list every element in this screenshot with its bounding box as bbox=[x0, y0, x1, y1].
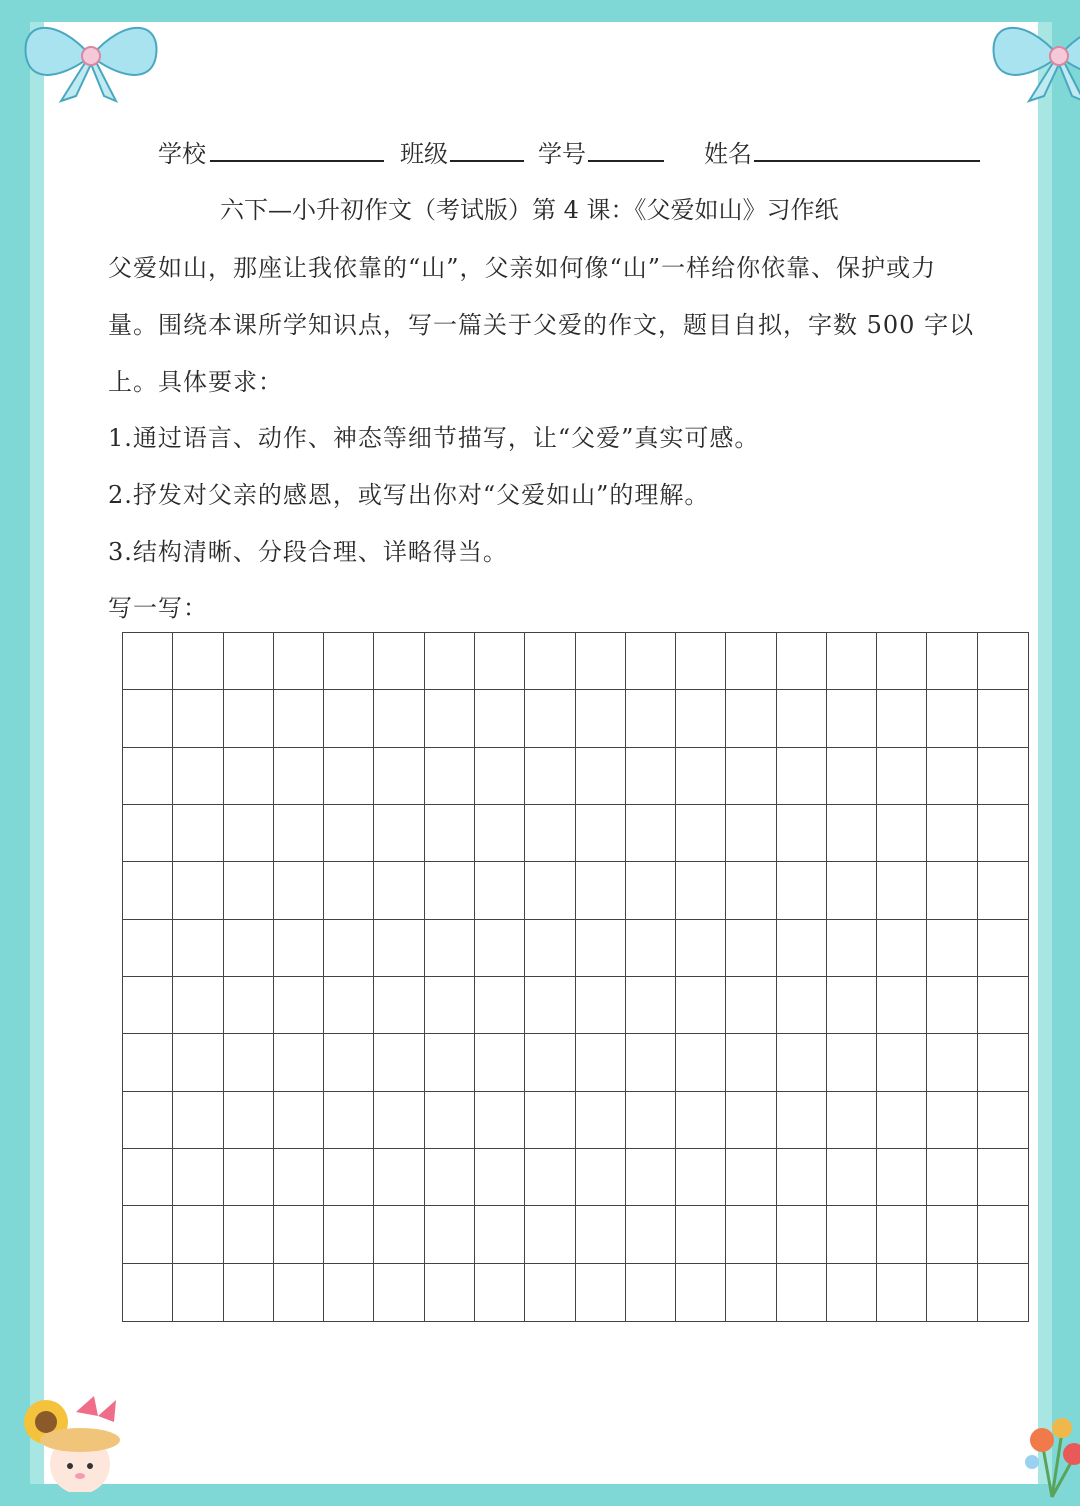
grid-cell[interactable] bbox=[827, 920, 877, 977]
writing-grid[interactable] bbox=[122, 632, 1029, 1322]
grid-cell[interactable] bbox=[827, 1092, 877, 1149]
grid-cell[interactable] bbox=[525, 920, 575, 977]
name-label: 姓名 bbox=[704, 140, 752, 168]
grid-cell[interactable] bbox=[173, 1206, 223, 1263]
grid-cell[interactable] bbox=[726, 690, 776, 747]
grid-cell[interactable] bbox=[324, 977, 374, 1034]
grid-cell[interactable] bbox=[927, 1092, 977, 1149]
grid-cell[interactable] bbox=[978, 920, 1028, 977]
grid-cell[interactable] bbox=[173, 1149, 223, 1206]
grid-cell[interactable] bbox=[123, 1264, 173, 1321]
grid-cell[interactable] bbox=[425, 862, 475, 919]
prompt-line-2: 量。围绕本课所学知识点，写一篇关于父爱的作文，题目自拟，字数 500 字以 bbox=[108, 311, 975, 339]
grid-cell[interactable] bbox=[224, 1149, 274, 1206]
grid-cell[interactable] bbox=[927, 748, 977, 805]
grid-cell[interactable] bbox=[324, 1264, 374, 1321]
grid-cell[interactable] bbox=[927, 1034, 977, 1091]
grid-cell[interactable] bbox=[324, 748, 374, 805]
grid-cell[interactable] bbox=[676, 977, 726, 1034]
grid-cell[interactable] bbox=[726, 1149, 776, 1206]
grid-cell[interactable] bbox=[978, 862, 1028, 919]
grid-cell[interactable] bbox=[978, 1092, 1028, 1149]
grid-cell[interactable] bbox=[726, 920, 776, 977]
grid-cell[interactable] bbox=[827, 748, 877, 805]
ribbon-bow-icon bbox=[984, 16, 1080, 106]
grid-cell[interactable] bbox=[576, 805, 626, 862]
grid-cell[interactable] bbox=[978, 805, 1028, 862]
grid-cell[interactable] bbox=[626, 1206, 676, 1263]
grid-cell[interactable] bbox=[626, 1264, 676, 1321]
grid-cell[interactable] bbox=[374, 1149, 424, 1206]
grid-cell[interactable] bbox=[173, 1034, 223, 1091]
grid-cell[interactable] bbox=[777, 977, 827, 1034]
grid-cell[interactable] bbox=[877, 1149, 927, 1206]
grid-cell[interactable] bbox=[676, 748, 726, 805]
grid-cell[interactable] bbox=[626, 920, 676, 977]
grid-cell[interactable] bbox=[676, 805, 726, 862]
grid-cell[interactable] bbox=[475, 1206, 525, 1263]
grid-cell[interactable] bbox=[224, 805, 274, 862]
grid-cell[interactable] bbox=[324, 1092, 374, 1149]
grid-cell[interactable] bbox=[123, 1206, 173, 1263]
grid-cell[interactable] bbox=[274, 748, 324, 805]
grid-cell[interactable] bbox=[626, 1092, 676, 1149]
grid-cell[interactable] bbox=[374, 862, 424, 919]
grid-cell[interactable] bbox=[274, 920, 324, 977]
grid-cell[interactable] bbox=[626, 805, 676, 862]
grid-cell[interactable] bbox=[877, 690, 927, 747]
grid-cell[interactable] bbox=[374, 748, 424, 805]
grid-cell[interactable] bbox=[726, 977, 776, 1034]
grid-cell[interactable] bbox=[525, 1264, 575, 1321]
grid-cell[interactable] bbox=[576, 1264, 626, 1321]
grid-cell[interactable] bbox=[777, 805, 827, 862]
grid-cell[interactable] bbox=[927, 977, 977, 1034]
grid-cell[interactable] bbox=[274, 633, 324, 690]
grid-cell[interactable] bbox=[374, 690, 424, 747]
requirement-2: 2.抒发对父亲的感恩，或写出你对“父爱如山”的理解。 bbox=[108, 481, 710, 509]
grid-cell[interactable] bbox=[425, 633, 475, 690]
grid-cell[interactable] bbox=[324, 1149, 374, 1206]
sunflower-bunny-icon bbox=[16, 1382, 146, 1492]
grid-cell[interactable] bbox=[274, 690, 324, 747]
grid-cell[interactable] bbox=[576, 633, 626, 690]
grid-cell[interactable] bbox=[173, 748, 223, 805]
grid-cell[interactable] bbox=[525, 977, 575, 1034]
grid-cell[interactable] bbox=[324, 1034, 374, 1091]
grid-cell[interactable] bbox=[676, 690, 726, 747]
grid-cell[interactable] bbox=[777, 690, 827, 747]
grid-cell[interactable] bbox=[927, 805, 977, 862]
grid-cell[interactable] bbox=[877, 633, 927, 690]
grid-cell[interactable] bbox=[978, 690, 1028, 747]
grid-cell[interactable] bbox=[877, 1206, 927, 1263]
grid-cell[interactable] bbox=[123, 1092, 173, 1149]
prompt-line-3: 上。具体要求： bbox=[108, 368, 283, 396]
grid-cell[interactable] bbox=[626, 862, 676, 919]
grid-cell[interactable] bbox=[425, 1206, 475, 1263]
grid-cell[interactable] bbox=[676, 1034, 726, 1091]
school-label: 学校 bbox=[158, 140, 206, 168]
grid-cell[interactable] bbox=[173, 633, 223, 690]
grid-cell[interactable] bbox=[123, 1149, 173, 1206]
grid-cell[interactable] bbox=[525, 1092, 575, 1149]
grid-cell[interactable] bbox=[978, 1206, 1028, 1263]
grid-cell[interactable] bbox=[877, 977, 927, 1034]
grid-cell[interactable] bbox=[576, 748, 626, 805]
grid-cell[interactable] bbox=[626, 977, 676, 1034]
grid-cell[interactable] bbox=[726, 633, 776, 690]
grid-cell[interactable] bbox=[525, 1034, 575, 1091]
grid-cell[interactable] bbox=[374, 977, 424, 1034]
grid-cell[interactable] bbox=[123, 633, 173, 690]
grid-cell[interactable] bbox=[525, 633, 575, 690]
grid-cell[interactable] bbox=[576, 1149, 626, 1206]
write-label: 写一写： bbox=[108, 594, 208, 622]
grid-cell[interactable] bbox=[425, 690, 475, 747]
grid-cell[interactable] bbox=[425, 1092, 475, 1149]
grid-cell[interactable] bbox=[827, 1206, 877, 1263]
grid-cell[interactable] bbox=[374, 920, 424, 977]
grid-cell[interactable] bbox=[726, 748, 776, 805]
grid-cell[interactable] bbox=[626, 748, 676, 805]
prompt-line-1: 父爱如山，那座让我依靠的“山”，父亲如何像“山”一样给你依靠、保护或力 bbox=[108, 254, 937, 282]
grid-cell[interactable] bbox=[224, 1092, 274, 1149]
grid-cell[interactable] bbox=[777, 1206, 827, 1263]
grid-cell[interactable] bbox=[676, 1264, 726, 1321]
grid-cell[interactable] bbox=[475, 1034, 525, 1091]
grid-cell[interactable] bbox=[927, 1206, 977, 1263]
grid-cell[interactable] bbox=[978, 1149, 1028, 1206]
grid-cell[interactable] bbox=[224, 1034, 274, 1091]
grid-cell[interactable] bbox=[676, 862, 726, 919]
grid-cell[interactable] bbox=[777, 862, 827, 919]
grid-cell[interactable] bbox=[425, 748, 475, 805]
grid-cell[interactable] bbox=[676, 1092, 726, 1149]
grid-cell[interactable] bbox=[525, 1206, 575, 1263]
grid-cell[interactable] bbox=[123, 690, 173, 747]
grid-cell[interactable] bbox=[525, 748, 575, 805]
class-field[interactable] bbox=[450, 136, 524, 162]
grid-cell[interactable] bbox=[877, 1034, 927, 1091]
grid-cell[interactable] bbox=[726, 1264, 776, 1321]
grid-cell[interactable] bbox=[576, 977, 626, 1034]
grid-cell[interactable] bbox=[475, 1264, 525, 1321]
grid-cell[interactable] bbox=[726, 1092, 776, 1149]
grid-cell[interactable] bbox=[978, 633, 1028, 690]
grid-cell[interactable] bbox=[777, 1264, 827, 1321]
grid-cell[interactable] bbox=[324, 1206, 374, 1263]
grid-cell[interactable] bbox=[374, 1264, 424, 1321]
grid-cell[interactable] bbox=[978, 1034, 1028, 1091]
grid-cell[interactable] bbox=[978, 977, 1028, 1034]
grid-cell[interactable] bbox=[726, 805, 776, 862]
grid-cell[interactable] bbox=[827, 977, 877, 1034]
grid-cell[interactable] bbox=[173, 1264, 223, 1321]
grid-cell[interactable] bbox=[374, 1092, 424, 1149]
grid-cell[interactable] bbox=[576, 1206, 626, 1263]
grid-cell[interactable] bbox=[224, 862, 274, 919]
student-number-label: 学号 bbox=[538, 140, 586, 168]
grid-cell[interactable] bbox=[676, 633, 726, 690]
grid-cell[interactable] bbox=[173, 690, 223, 747]
grid-cell[interactable] bbox=[123, 977, 173, 1034]
grid-cell[interactable] bbox=[676, 1149, 726, 1206]
grid-cell[interactable] bbox=[927, 633, 977, 690]
grid-cell[interactable] bbox=[927, 1264, 977, 1321]
grid-cell[interactable] bbox=[576, 690, 626, 747]
grid-cell[interactable] bbox=[827, 862, 877, 919]
grid-cell[interactable] bbox=[827, 690, 877, 747]
grid-cell[interactable] bbox=[324, 862, 374, 919]
grid-cell[interactable] bbox=[173, 862, 223, 919]
grid-cell[interactable] bbox=[827, 1149, 877, 1206]
grid-cell[interactable] bbox=[324, 920, 374, 977]
class-label: 班级 bbox=[400, 140, 448, 168]
grid-cell[interactable] bbox=[927, 862, 977, 919]
grid-cell[interactable] bbox=[777, 748, 827, 805]
grid-cell[interactable] bbox=[877, 920, 927, 977]
grid-cell[interactable] bbox=[576, 1034, 626, 1091]
grid-cell[interactable] bbox=[475, 633, 525, 690]
grid-cell[interactable] bbox=[475, 920, 525, 977]
grid-cell[interactable] bbox=[525, 1149, 575, 1206]
grid-cell[interactable] bbox=[274, 1149, 324, 1206]
grid-cell[interactable] bbox=[123, 748, 173, 805]
requirement-3: 3.结构清晰、分段合理、详略得当。 bbox=[108, 538, 508, 566]
grid-cell[interactable] bbox=[425, 805, 475, 862]
ribbon-bow-icon bbox=[16, 16, 166, 106]
grid-cell[interactable] bbox=[927, 1149, 977, 1206]
grid-cell[interactable] bbox=[425, 1149, 475, 1206]
grid-cell[interactable] bbox=[475, 862, 525, 919]
grid-cell[interactable] bbox=[475, 1149, 525, 1206]
grid-cell[interactable] bbox=[525, 690, 575, 747]
grid-cell[interactable] bbox=[475, 690, 525, 747]
grid-cell[interactable] bbox=[927, 690, 977, 747]
grid-cell[interactable] bbox=[224, 920, 274, 977]
grid-cell[interactable] bbox=[123, 805, 173, 862]
grid-cell[interactable] bbox=[274, 805, 324, 862]
grid-cell[interactable] bbox=[777, 1034, 827, 1091]
grid-cell[interactable] bbox=[324, 633, 374, 690]
grid-cell[interactable] bbox=[475, 805, 525, 862]
grid-cell[interactable] bbox=[525, 862, 575, 919]
grid-cell[interactable] bbox=[224, 690, 274, 747]
grid-cell[interactable] bbox=[626, 1149, 676, 1206]
grid-cell[interactable] bbox=[324, 690, 374, 747]
grid-cell[interactable] bbox=[978, 1264, 1028, 1321]
grid-cell[interactable] bbox=[173, 977, 223, 1034]
grid-cell[interactable] bbox=[123, 1034, 173, 1091]
grid-cell[interactable] bbox=[626, 1034, 676, 1091]
grid-cell[interactable] bbox=[877, 1092, 927, 1149]
grid-cell[interactable] bbox=[173, 1092, 223, 1149]
grid-cell[interactable] bbox=[374, 1034, 424, 1091]
grid-cell[interactable] bbox=[877, 805, 927, 862]
grid-cell[interactable] bbox=[374, 633, 424, 690]
grid-cell[interactable] bbox=[978, 748, 1028, 805]
requirement-1: 1.通过语言、动作、神态等细节描写，让“父爱”真实可感。 bbox=[108, 424, 760, 452]
grid-cell[interactable] bbox=[374, 1206, 424, 1263]
grid-cell[interactable] bbox=[425, 1034, 475, 1091]
grid-cell[interactable] bbox=[676, 1206, 726, 1263]
grid-cell[interactable] bbox=[777, 1149, 827, 1206]
grid-cell[interactable] bbox=[777, 1092, 827, 1149]
grid-cell[interactable] bbox=[827, 633, 877, 690]
grid-cell[interactable] bbox=[877, 862, 927, 919]
grid-cell[interactable] bbox=[726, 1206, 776, 1263]
grid-cell[interactable] bbox=[525, 805, 575, 862]
grid-cell[interactable] bbox=[576, 920, 626, 977]
worksheet-title: 六下—小升初作文（考试版）第 4 课：《父爱如山》习作纸 bbox=[220, 196, 839, 224]
grid-cell[interactable] bbox=[274, 862, 324, 919]
grid-cell[interactable] bbox=[274, 1092, 324, 1149]
grid-cell[interactable] bbox=[274, 1206, 324, 1263]
grid-cell[interactable] bbox=[827, 805, 877, 862]
grid-cell[interactable] bbox=[626, 690, 676, 747]
student-number-field[interactable] bbox=[588, 136, 664, 162]
worksheet-paper bbox=[30, 22, 1052, 1484]
grid-cell[interactable] bbox=[877, 748, 927, 805]
grid-cell[interactable] bbox=[224, 1264, 274, 1321]
grid-cell[interactable] bbox=[877, 1264, 927, 1321]
grid-cell[interactable] bbox=[475, 1092, 525, 1149]
grid-cell[interactable] bbox=[827, 1034, 877, 1091]
grid-cell[interactable] bbox=[224, 633, 274, 690]
flower-bouquet-icon bbox=[1012, 1402, 1080, 1502]
grid-cell[interactable] bbox=[123, 920, 173, 977]
grid-cell[interactable] bbox=[425, 920, 475, 977]
name-field[interactable] bbox=[754, 136, 980, 162]
grid-cell[interactable] bbox=[777, 920, 827, 977]
grid-cell[interactable] bbox=[274, 977, 324, 1034]
grid-cell[interactable] bbox=[475, 748, 525, 805]
grid-cell[interactable] bbox=[224, 977, 274, 1034]
grid-cell[interactable] bbox=[274, 1034, 324, 1091]
grid-cell[interactable] bbox=[224, 748, 274, 805]
grid-cell[interactable] bbox=[173, 805, 223, 862]
grid-cell[interactable] bbox=[425, 977, 475, 1034]
grid-cell[interactable] bbox=[173, 920, 223, 977]
grid-cell[interactable] bbox=[274, 1264, 324, 1321]
grid-cell[interactable] bbox=[576, 1092, 626, 1149]
grid-cell[interactable] bbox=[224, 1206, 274, 1263]
grid-cell[interactable] bbox=[827, 1264, 877, 1321]
grid-cell[interactable] bbox=[927, 920, 977, 977]
grid-cell[interactable] bbox=[324, 805, 374, 862]
grid-cell[interactable] bbox=[475, 977, 525, 1034]
grid-cell[interactable] bbox=[726, 1034, 776, 1091]
grid-cell[interactable] bbox=[576, 862, 626, 919]
grid-cell[interactable] bbox=[425, 1264, 475, 1321]
grid-cell[interactable] bbox=[123, 862, 173, 919]
grid-cell[interactable] bbox=[374, 805, 424, 862]
grid-cell[interactable] bbox=[777, 633, 827, 690]
grid-cell[interactable] bbox=[676, 920, 726, 977]
school-field[interactable] bbox=[210, 136, 384, 162]
grid-cell[interactable] bbox=[726, 862, 776, 919]
grid-cell[interactable] bbox=[626, 633, 676, 690]
